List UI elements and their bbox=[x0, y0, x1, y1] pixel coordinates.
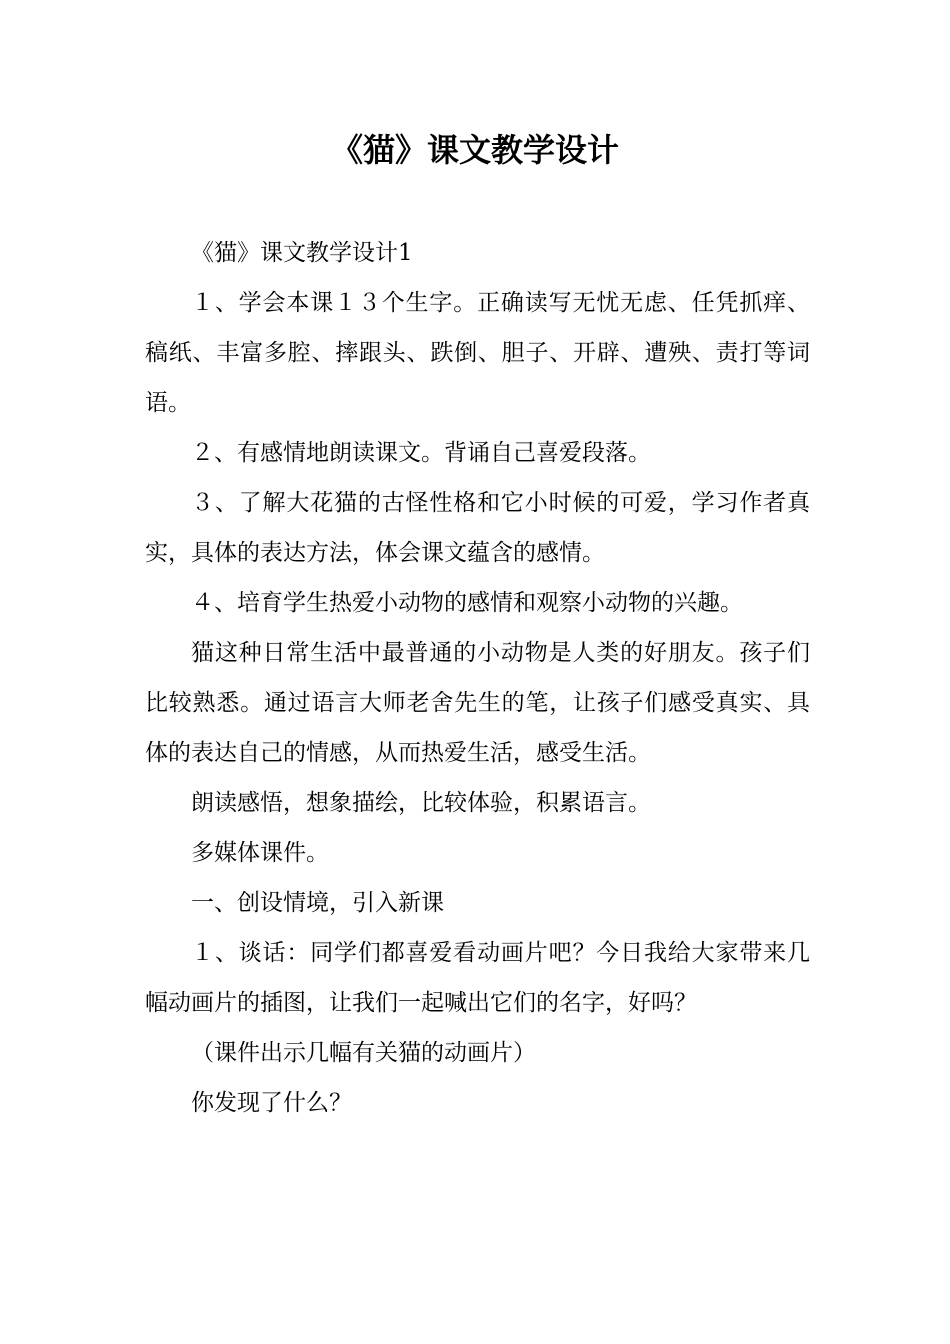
paragraph-talk: １、谈话：同学们都喜爱看动画片吧？今日我给大家带来几幅动画片的插图，让我们一起喊出它们的名字，好吗？ bbox=[145, 940, 810, 1016]
paragraph-media: 多媒体课件。 bbox=[191, 840, 329, 866]
paragraph-method: 朗读感悟，想象描绘，比较体验，积累语言。 bbox=[191, 790, 651, 816]
paragraph-section-heading: 一、创设情境，引入新课 bbox=[191, 890, 444, 916]
paragraph-goal-4: ４、培育学生热爱小动物的感情和观察小动物的兴趣。 bbox=[191, 590, 743, 616]
paragraph-goal-1: １、学会本课１３个生字。正确读写无忧无虑、任凭抓痒、稿纸、丰富多腔、摔跟头、跌倒、胆子、开辟、遭殃、责打等词语。 bbox=[145, 290, 810, 416]
paragraph-courseware-note: （课件出示几幅有关猫的动画片） bbox=[191, 1040, 536, 1066]
paragraph-goal-3: ３、了解大花猫的古怪性格和它小时候的可爱，学习作者真实，具体的表达方法，体会课文蕴含的感情。 bbox=[145, 490, 810, 566]
paragraph-subtitle: 《猫》课文教学设计1 bbox=[191, 240, 413, 266]
document-title: 《猫》课文教学设计 bbox=[330, 131, 619, 169]
paragraph-intro: 猫这种日常生活中最普通的小动物是人类的好朋友。孩子们比较熟悉。通过语言大师老舍先生的笔，让孩子们感受真实、具体的表达自己的情感，从而热爱生活，感受生活。 bbox=[145, 640, 810, 766]
paragraph-question: 你发现了什么？ bbox=[191, 1090, 352, 1116]
document-body bbox=[145, 228, 810, 1128]
paragraph-goal-2: ２、有感情地朗读课文。背诵自己喜爱段落。 bbox=[191, 440, 651, 466]
